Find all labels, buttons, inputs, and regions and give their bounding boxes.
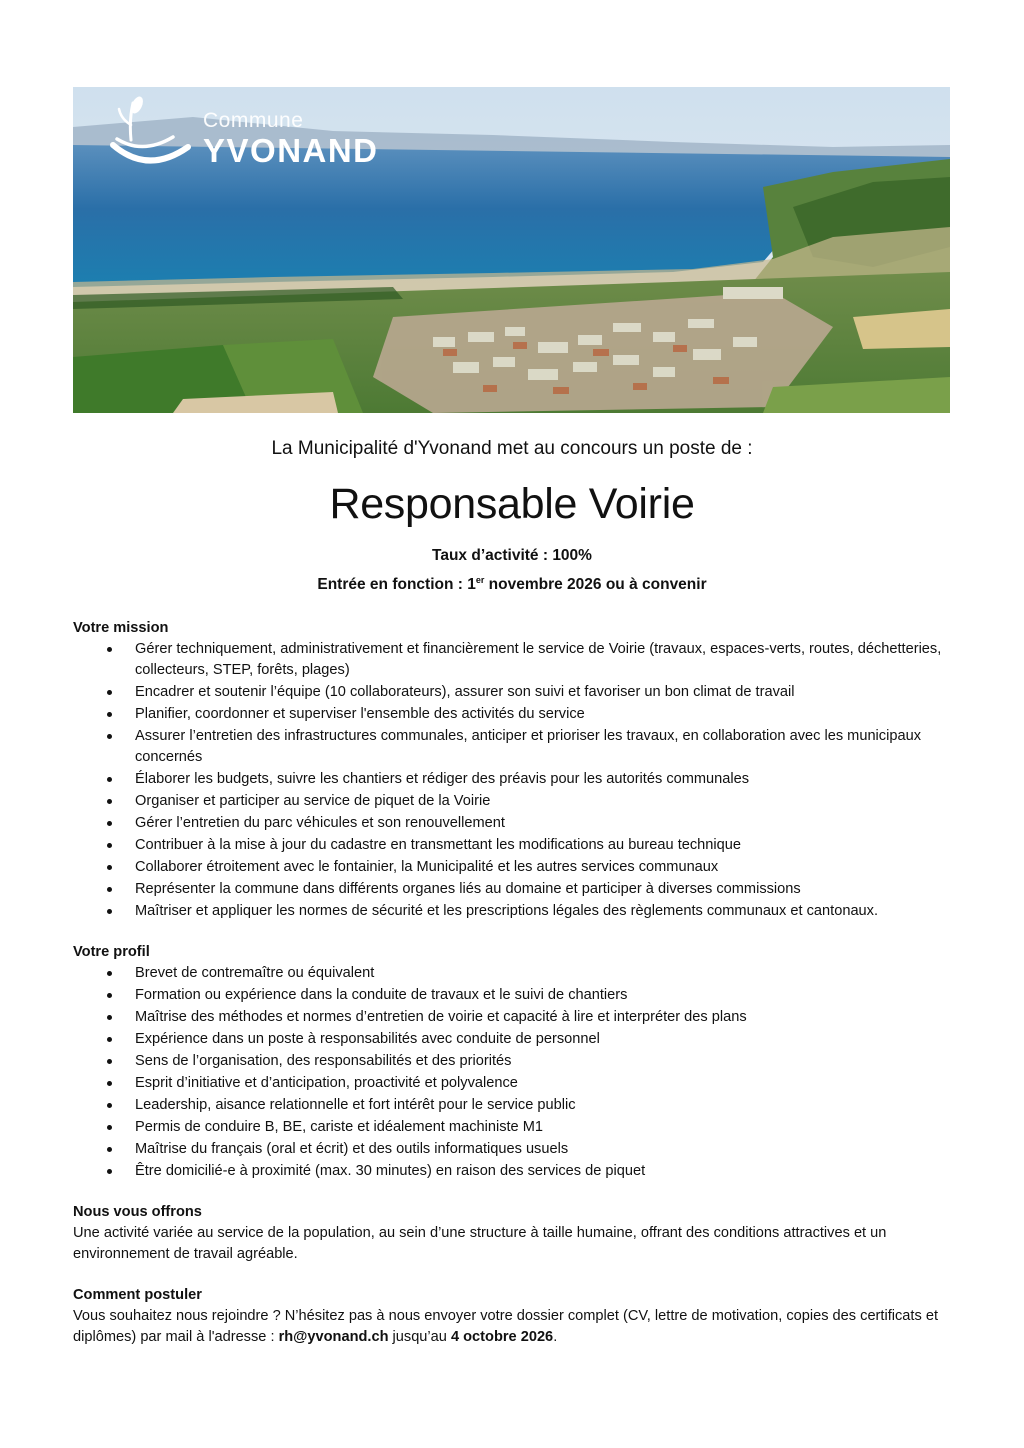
- profil-list: [73, 963, 953, 1182]
- start-date-sup: er: [475, 575, 485, 585]
- start-date: [0, 568, 1024, 597]
- mission-item: Gérer techniquement, administrativement et financièrement le service de Voirie (travaux, espaces-verts, routes, déchetteries, collecteurs, STEP, forêts, plages): [73, 639, 953, 681]
- postuler-section: [73, 1285, 953, 1348]
- mission-item: Maîtriser et appliquer les normes de sécurité et les prescriptions légales des règlements communaux et cantonaux.: [73, 901, 953, 922]
- profil-item: Leadership, aisance relationnelle et fort intérêt pour le service public: [73, 1095, 953, 1116]
- mission-item: Planifier, coordonner et superviser l'ensemble des activités du service: [73, 704, 953, 725]
- mission-item: Gérer l’entretien du parc véhicules et son renouvellement: [73, 813, 953, 834]
- application-email-link[interactable]: rh@yvonand.ch: [278, 1329, 389, 1345]
- postuler-text: [73, 1306, 953, 1348]
- profil-item: Brevet de contremaître ou équivalent: [73, 963, 953, 984]
- commune-logo: [103, 95, 379, 181]
- profil-item: Expérience dans un poste à responsabilités avec conduite de personnel: [73, 1029, 953, 1050]
- application-deadline: 4 octobre 2026: [450, 1329, 554, 1345]
- job-description: [73, 618, 953, 1368]
- postuler-text-end: .: [553, 1329, 558, 1345]
- profil-item: Sens de l’organisation, des responsabilités et des priorités: [73, 1051, 953, 1072]
- profil-item: Permis de conduire B, BE, cariste et idéalement machiniste M1: [73, 1117, 953, 1138]
- profil-heading: Votre profil: [73, 944, 150, 960]
- intro-text: La Municipalité d'Yvonand met au concours un poste de :: [271, 438, 753, 459]
- logo-emblem-icon: [103, 95, 193, 181]
- profil-item: Maîtrise du français (oral et écrit) et des outils informatiques usuels: [73, 1139, 953, 1160]
- mission-item: Encadrer et soutenir l’équipe (10 collaborateurs), assurer son suivi et favoriser un bon climat de travail: [73, 682, 953, 703]
- profil-section: [73, 942, 953, 1182]
- mission-list: [73, 639, 953, 922]
- postuler-text-intro: Vous souhaitez nous rejoindre ? N’hésitez pas à nous envoyer votre dossier complet (CV, lettre de motivation, copies des certificats et diplômes) par mail à l'adresse :: [73, 1308, 938, 1345]
- mission-item: Collaborer étroitement avec le fontainier, la Municipalité et les autres services communaux: [73, 857, 953, 878]
- mission-item: Assurer l’entretien des infrastructures communales, anticiper et prioriser les travaux, en collaboration avec les municipaux concernés: [73, 726, 953, 768]
- mission-item: Représenter la commune dans différents organes liés au domaine et participer à diverses commissions: [73, 879, 953, 900]
- mission-item: Organiser et participer au service de piquet de la Voirie: [73, 791, 953, 812]
- mission-item: Élaborer les budgets, suivre les chantiers et rédiger des préavis pour les autorités communales: [73, 769, 953, 790]
- offre-section: [73, 1202, 953, 1265]
- profil-item: Être domicilié-e à proximité (max. 30 minutes) en raison des services de piquet: [73, 1161, 953, 1182]
- job-title: Responsable Voirie: [329, 480, 695, 528]
- job-meta: [0, 544, 1024, 597]
- profil-item: Esprit d’initiative et d’anticipation, proactivité et polyvalence: [73, 1073, 953, 1094]
- offre-text: Une activité variée au service de la population, au sein d’une structure à taille humaine, offrant des conditions attractives et un environnement de travail agréable.: [73, 1225, 887, 1262]
- mission-item: Contribuer à la mise à jour du cadastre en transmettant les modifications au bureau technique: [73, 835, 953, 856]
- start-date-prefix: Entrée en fonction : 1: [317, 576, 476, 593]
- logo-commune-label: Commune: [203, 108, 304, 132]
- profil-item: Formation ou expérience dans la conduite de travaux et le suivi de chantiers: [73, 985, 953, 1006]
- postuler-heading: Comment postuler: [73, 1287, 202, 1303]
- profil-item: Maîtrise des méthodes et normes d’entretien de voirie et capacité à lire et interpréter des plans: [73, 1007, 953, 1028]
- mission-section: [73, 618, 953, 922]
- header-aerial-photo: [73, 87, 950, 413]
- postuler-text-middle: jusqu’au: [388, 1329, 451, 1345]
- start-date-suffix: novembre 2026 ou à convenir: [484, 576, 707, 593]
- logo-commune-name: YVONAND: [203, 131, 379, 169]
- mission-heading: Votre mission: [73, 620, 169, 636]
- offre-heading: Nous vous offrons: [73, 1204, 202, 1220]
- activity-rate: Taux d’activité : 100%: [432, 547, 592, 564]
